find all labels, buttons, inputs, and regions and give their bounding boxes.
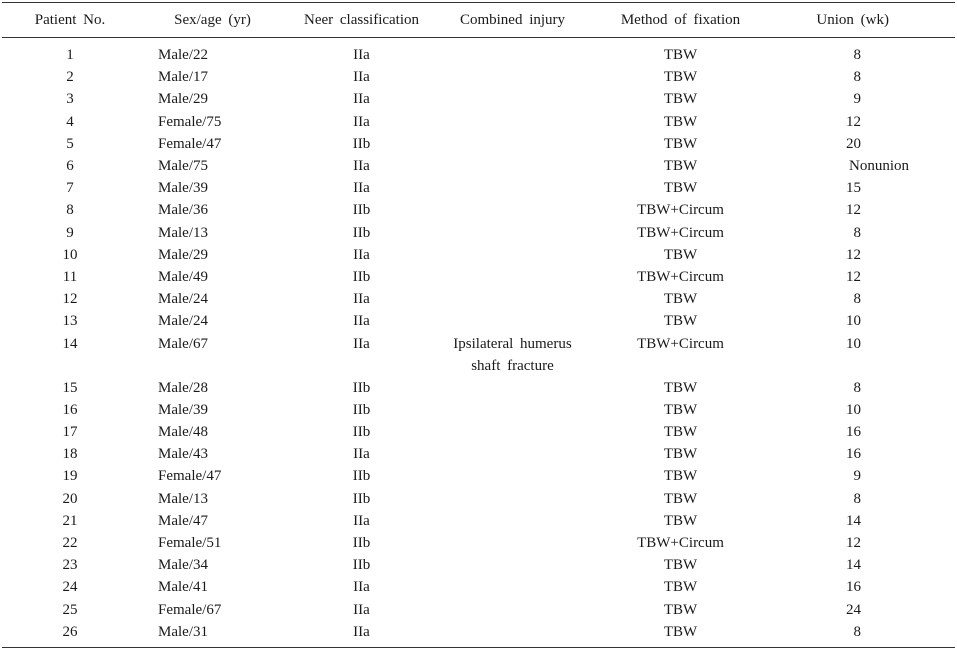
cell-patient-no: 10 [62, 246, 78, 263]
cell-sex-age: Male/39 [158, 401, 208, 418]
cell-combined-injury [436, 443, 589, 465]
cell-patient-no: 6 [66, 158, 74, 175]
cell-union: 8 [853, 47, 861, 63]
cell-method-of-fixation: TBW [663, 69, 698, 86]
cell-sex-age: Female/75 [158, 113, 222, 130]
cell-neer-classification: IIa [353, 579, 370, 596]
table-row [2, 443, 955, 465]
patient-table [2, 2, 955, 648]
cell-patient-no: 19 [62, 468, 78, 485]
table-row [2, 532, 955, 554]
cell-combined-injury [436, 554, 589, 576]
header-row [2, 3, 955, 38]
cell-neer-classification: IIb [352, 379, 371, 396]
cell-union: 10 [846, 401, 861, 418]
table-row [2, 288, 955, 310]
cell-combined-injury [436, 488, 589, 510]
cell-sex-age: Male/29 [158, 246, 208, 263]
table-row [2, 621, 955, 648]
cell-sex-age: Male/75 [158, 158, 208, 175]
cell-union: 15 [846, 180, 861, 197]
cell-method-of-fixation: TBW [663, 379, 698, 396]
cell-neer-classification: IIa [353, 246, 370, 263]
cell-combined-injury [436, 377, 589, 399]
header-union: Union (wk) [772, 3, 955, 38]
cell-sex-age: Female/47 [158, 135, 222, 152]
cell-union: 9 [853, 468, 861, 485]
cell-sex-age: Male/22 [158, 47, 208, 63]
cell-sex-age: Male/47 [158, 512, 208, 529]
cell-combined-injury [436, 310, 589, 332]
cell-patient-no: 4 [66, 113, 74, 130]
cell-union: 14 [846, 512, 861, 529]
cell-neer-classification: IIa [353, 180, 370, 197]
cell-patient-no: 22 [62, 535, 78, 552]
cell-combined-injury [436, 621, 589, 648]
cell-patient-no: 14 [62, 335, 78, 352]
cell-method-of-fixation: TBW [663, 135, 698, 152]
cell-neer-classification: IIb [352, 135, 371, 152]
cell-combined-injury [436, 599, 589, 621]
cell-union: 8 [853, 224, 861, 241]
header-method-of-fixation: Method of fixation [589, 3, 772, 38]
cell-patient-no: 5 [66, 135, 74, 152]
cell-combined-injury [436, 199, 589, 221]
cell-union: 8 [853, 490, 861, 507]
cell-neer-classification: IIb [352, 401, 371, 418]
cell-patient-no: 2 [66, 69, 74, 86]
cell-sex-age: Male/43 [158, 446, 208, 463]
cell-neer-classification: IIb [352, 557, 371, 574]
cell-combined-injury [436, 421, 589, 443]
cell-union: 14 [846, 557, 861, 574]
cell-patient-no: 1 [66, 47, 74, 63]
cell-union: 8 [853, 69, 861, 86]
cell-union: 16 [846, 424, 861, 441]
cell-union: 10 [846, 313, 861, 330]
cell-method-of-fixation: TBW+Circum [637, 269, 724, 286]
cell-method-of-fixation: TBW [663, 579, 698, 596]
header-combined-injury: Combined injury [436, 3, 589, 38]
cell-combined-injury [436, 222, 589, 244]
cell-patient-no: 21 [62, 512, 78, 529]
header-neer-classification: Neer classification [287, 3, 436, 38]
cell-method-of-fixation: TBW+Circum [637, 202, 724, 219]
cell-combined-injury [436, 288, 589, 310]
cell-patient-no: 18 [62, 446, 78, 463]
cell-sex-age: Male/34 [158, 557, 208, 574]
cell-union: 24 [846, 601, 861, 618]
cell-method-of-fixation: TBW+Circum [637, 335, 724, 352]
cell-patient-no: 11 [62, 269, 78, 286]
cell-patient-no: 3 [66, 91, 74, 108]
cell-method-of-fixation: TBW [663, 557, 698, 574]
cell-sex-age: Male/13 [158, 490, 208, 507]
cell-sex-age: Male/24 [158, 291, 208, 308]
cell-method-of-fixation: TBW [663, 291, 698, 308]
cell-method-of-fixation: TBW [663, 468, 698, 485]
table-row [2, 88, 955, 110]
table-row [2, 576, 955, 598]
cell-union: 12 [846, 113, 861, 130]
cell-sex-age: Male/28 [158, 379, 208, 396]
cell-union: 8 [772, 621, 955, 648]
table-row [2, 155, 955, 177]
cell-combined-injury [436, 510, 589, 532]
cell-sex-age: Male/41 [158, 579, 208, 596]
table-row [2, 599, 955, 621]
cell-neer-classification: IIa [353, 158, 370, 175]
table-row [2, 199, 955, 221]
header-sex-age: Sex/age (yr) [138, 3, 287, 38]
cell-combined-injury [436, 244, 589, 266]
cell-patient-no: 16 [62, 401, 78, 418]
cell-neer-classification: IIb [352, 468, 371, 485]
cell-union: 12 [846, 269, 861, 286]
cell-combined-injury [436, 155, 589, 177]
cell-method-of-fixation: TBW+Circum [637, 224, 724, 241]
cell-combined-injury [436, 66, 589, 88]
table-header [2, 3, 955, 38]
cell-sex-age: Male/39 [158, 180, 208, 197]
cell-sex-age: Male/24 [158, 313, 208, 330]
table-row [2, 399, 955, 421]
cell-neer-classification: IIb [352, 224, 371, 241]
cell-sex-age: Female/47 [158, 468, 222, 485]
table-body [2, 38, 955, 648]
cell-neer-classification: IIa [287, 621, 436, 648]
cell-method-of-fixation: TBW [663, 490, 698, 507]
cell-neer-classification: IIa [353, 47, 370, 63]
cell-sex-age: Female/67 [158, 601, 222, 618]
table-row [2, 177, 955, 199]
table-row [2, 488, 955, 510]
table-row [2, 510, 955, 532]
cell-neer-classification: IIa [353, 91, 370, 108]
cell-method-of-fixation: TBW [663, 91, 698, 108]
cell-method-of-fixation: TBW [663, 601, 698, 618]
table-row [2, 66, 955, 88]
cell-union: 20 [846, 135, 861, 152]
table-row [2, 38, 955, 67]
table-row [2, 266, 955, 288]
cell-union: 10 [846, 335, 861, 352]
table-row [2, 421, 955, 443]
cell-neer-classification: IIa [353, 313, 370, 330]
table-row [2, 111, 955, 133]
cell-method-of-fixation: TBW [663, 180, 698, 197]
cell-patient-no: 17 [62, 424, 78, 441]
cell-combined-injury [436, 38, 589, 67]
cell-method-of-fixation: TBW [663, 424, 698, 441]
cell-neer-classification: IIa [353, 446, 370, 463]
cell-union: 12 [846, 246, 861, 263]
cell-combined-injury [436, 88, 589, 110]
table-row [2, 377, 955, 399]
cell-patient-no: 25 [62, 601, 78, 618]
cell-combined-injury [436, 399, 589, 421]
table-row [2, 465, 955, 487]
cell-method-of-fixation: TBW [663, 401, 698, 418]
cell-combined-injury [436, 266, 589, 288]
cell-method-of-fixation: TBW [589, 621, 772, 648]
cell-union: Nonunion [849, 158, 909, 175]
cell-method-of-fixation: TBW [663, 446, 698, 463]
table-row [2, 333, 955, 377]
cell-sex-age: Male/13 [158, 224, 208, 241]
cell-neer-classification: IIb [352, 424, 371, 441]
cell-sex-age: Male/36 [158, 202, 208, 219]
cell-patient-no: 26 [2, 621, 138, 648]
table-row [2, 222, 955, 244]
cell-union: 12 [846, 202, 861, 219]
cell-method-of-fixation: TBW [663, 47, 698, 63]
cell-method-of-fixation: TBW [663, 158, 698, 175]
table-row [2, 244, 955, 266]
table-row [2, 310, 955, 332]
cell-neer-classification: IIa [353, 113, 370, 130]
cell-neer-classification: IIb [352, 490, 371, 507]
cell-union: 9 [853, 91, 861, 108]
cell-sex-age: Male/17 [158, 69, 208, 86]
cell-method-of-fixation: TBW [663, 512, 698, 529]
cell-sex-age: Male/67 [158, 335, 208, 352]
data-table-container [2, 2, 955, 648]
cell-combined-injury [436, 576, 589, 598]
cell-patient-no: 20 [62, 490, 78, 507]
cell-combined-injury [436, 133, 589, 155]
cell-union: 8 [853, 379, 861, 396]
cell-combined-injury [436, 465, 589, 487]
cell-neer-classification: IIa [353, 69, 370, 86]
cell-combined-injury [436, 532, 589, 554]
cell-union: 16 [846, 446, 861, 463]
cell-patient-no: 7 [66, 180, 74, 197]
cell-union: 16 [846, 579, 861, 596]
cell-sex-age: Male/29 [158, 91, 208, 108]
cell-patient-no: 8 [66, 202, 74, 219]
cell-sex-age: Male/48 [158, 424, 208, 441]
cell-method-of-fixation: TBW [663, 246, 698, 263]
cell-combined-injury [436, 177, 589, 199]
table-row [2, 133, 955, 155]
cell-combined-injury [436, 111, 589, 133]
cell-neer-classification: IIa [353, 601, 370, 618]
table-row [2, 554, 955, 576]
cell-patient-no: 12 [62, 291, 78, 308]
cell-neer-classification: IIa [353, 512, 370, 529]
cell-neer-classification: IIb [352, 535, 371, 552]
cell-method-of-fixation: TBW+Circum [637, 535, 724, 552]
cell-sex-age: Male/31 [138, 621, 287, 648]
header-patient-no: Patient No. [2, 3, 138, 38]
cell-patient-no: 23 [62, 557, 78, 574]
cell-patient-no: 13 [62, 313, 78, 330]
cell-patient-no: 24 [62, 579, 78, 596]
cell-neer-classification: IIb [352, 269, 371, 286]
cell-combined-injury: Ipsilateral humerus shaft fracture [453, 335, 572, 374]
cell-method-of-fixation: TBW [663, 113, 698, 130]
cell-neer-classification: IIb [352, 202, 371, 219]
cell-neer-classification: IIa [353, 291, 370, 308]
cell-patient-no: 15 [62, 379, 78, 396]
cell-union: 8 [853, 291, 861, 308]
cell-sex-age: Female/51 [158, 535, 222, 552]
cell-sex-age: Male/49 [158, 269, 208, 286]
cell-patient-no: 9 [66, 224, 74, 241]
cell-union: 12 [846, 535, 861, 552]
cell-method-of-fixation: TBW [663, 313, 698, 330]
cell-neer-classification: IIa [353, 335, 370, 352]
